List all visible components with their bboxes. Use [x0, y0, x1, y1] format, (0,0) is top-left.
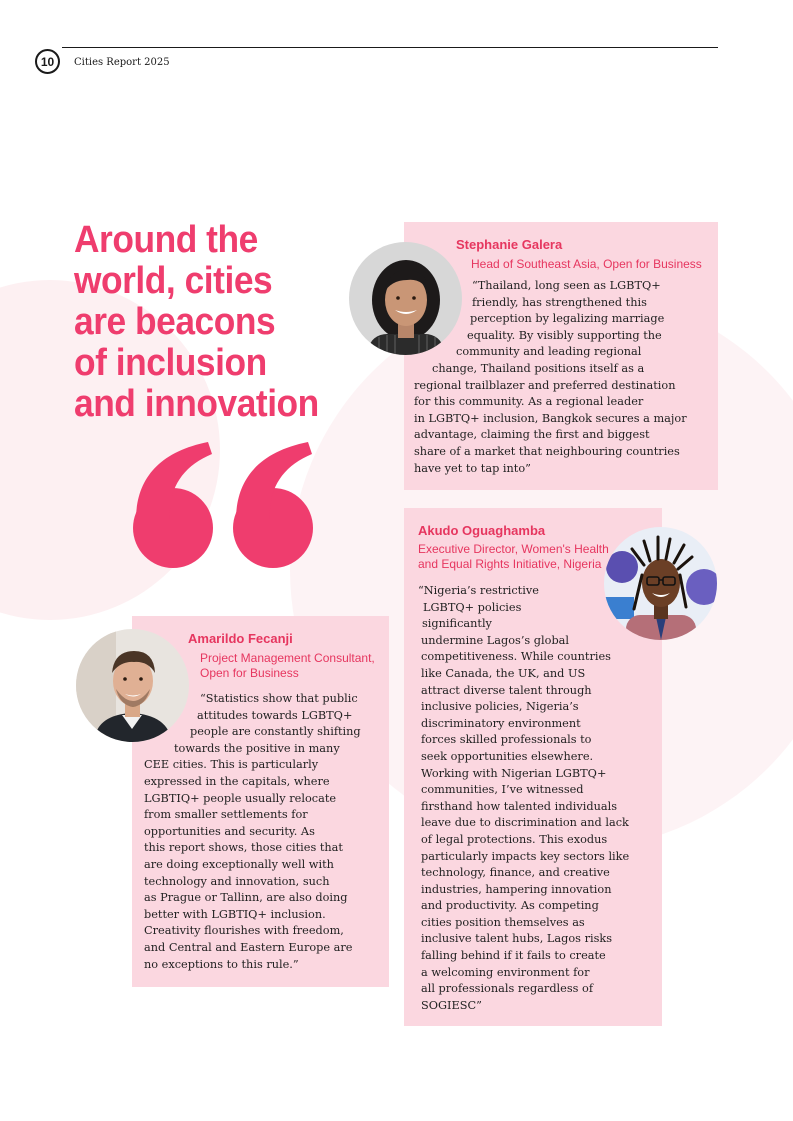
portrait-photo-icon	[76, 629, 189, 742]
quote-line: significantly	[422, 617, 492, 631]
quote-line: Working with Nigerian LGBTQ+	[421, 766, 607, 780]
quote-line: and Central and Eastern Europe are	[144, 940, 353, 954]
quote-line: attitudes towards LGBTQ+	[197, 708, 353, 722]
quote-line: in LGBTQ+ inclusion, Bangkok secures a major	[414, 411, 687, 425]
quote-line: towards the positive in many	[174, 741, 340, 755]
quote-line: friendly, has strengthened this	[472, 295, 647, 309]
quote-line: particularly impacts key sectors like	[421, 849, 630, 863]
portrait-photo-icon	[349, 242, 462, 355]
quote-line: seek opportunities elsewhere.	[421, 749, 594, 763]
quote-line: discriminatory environment	[421, 716, 581, 730]
speaker-role: Project Management Consultant,	[200, 651, 375, 665]
report-title: Cities Report 2025	[74, 57, 170, 68]
quote-line: from smaller settlements for	[144, 808, 308, 822]
headline-line: are beacons	[74, 301, 276, 343]
headline-line: world, cities	[74, 260, 273, 302]
quote-line: are doing exceptionally well with	[144, 857, 334, 871]
page-headline	[74, 220, 319, 425]
quote-line: communities, I’ve witnessed	[421, 783, 584, 797]
avatar-amarildo	[76, 629, 189, 742]
header-rule	[62, 47, 718, 48]
quote-line: equality. By visibly supporting the	[467, 328, 662, 342]
portrait-photo-icon	[604, 527, 717, 640]
quote-line: undermine Lagos’s global	[421, 633, 570, 647]
quote-line: perception by legalizing marriage	[470, 312, 665, 326]
speaker-role: Executive Director, Women's Health	[418, 542, 609, 556]
quote-line: falling behind if it fails to create	[421, 949, 606, 963]
quote-line: as Prague or Tallinn, are also doing	[144, 891, 348, 905]
quote-line: community and leading regional	[456, 345, 642, 359]
quote-line: SOGIESC”	[421, 998, 482, 1012]
quote-line: like Canada, the UK, and US	[421, 666, 586, 680]
speaker-name: Amarildo Fecanji	[188, 631, 293, 646]
quote-line: of legal protections. This exodus	[421, 832, 608, 846]
quote-line: CEE cities. This is particularly	[144, 758, 319, 772]
quote-card-stephanie	[404, 222, 718, 490]
page-number-badge	[35, 49, 60, 74]
quote-line: share of a market that neighbouring countries	[414, 444, 680, 458]
page-number: 10	[40, 54, 55, 69]
quote-line: for this community. As a regional leader	[414, 395, 644, 409]
quote-line: “Thailand, long seen as LGBTQ+	[472, 279, 661, 292]
quote-line: Creativity flourishes with freedom,	[144, 924, 344, 938]
quote-line: regional trailblazer and preferred destination	[414, 378, 676, 392]
quote-line: and productivity. As competing	[421, 899, 599, 913]
quote-line: LGBTIQ+ people usually relocate	[144, 791, 337, 805]
quote-line: opportunities and security. As	[144, 824, 315, 838]
quote-line: better with LGBTIQ+ inclusion.	[144, 907, 326, 921]
headline-line: and innovation	[74, 383, 319, 425]
speaker-role: Open for Business	[200, 666, 299, 680]
quote-line: no exceptions to this rule.”	[144, 957, 299, 971]
quote-line: change, Thailand positions itself as a	[432, 361, 645, 375]
headline-line: of inclusion	[74, 342, 267, 384]
quote-line: have yet to tap into”	[414, 461, 531, 475]
headline-line: Around the	[74, 219, 258, 261]
quotation-mark-icon	[128, 440, 323, 570]
speaker-name: Akudo Oguaghamba	[418, 523, 546, 538]
quote-line: “Statistics show that public	[200, 692, 358, 705]
avatar-stephanie	[349, 242, 462, 355]
quote-line: leave due to discrimination and lack	[421, 816, 629, 830]
quote-line: this report shows, those cities that	[144, 841, 343, 855]
quote-line: firsthand how talented individuals	[421, 799, 617, 813]
quote-line: a welcoming environment for	[421, 965, 590, 979]
quote-line: forces skilled professionals to	[421, 733, 592, 747]
quote-line: “Nigeria’s restrictive	[418, 584, 539, 597]
quote-line: attract diverse talent through	[421, 683, 592, 697]
quote-line: cities position themselves as	[421, 915, 585, 929]
quote-line: inclusive policies, Nigeria’s	[421, 700, 579, 714]
quote-line: technology and innovation, such	[144, 874, 330, 888]
speaker-name: Stephanie Galera	[456, 237, 563, 252]
speaker-role: Head of Southeast Asia, Open for Business	[471, 257, 702, 271]
quote-line: expressed in the capitals, where	[144, 774, 330, 788]
avatar-akudo	[604, 527, 717, 640]
quote-line: LGBTQ+ policies	[423, 600, 522, 614]
quote-line: technology, finance, and creative	[421, 866, 610, 880]
speaker-role: and Equal Rights Initiative, Nigeria	[418, 557, 602, 571]
quote-line: advantage, claiming the first and biggest	[414, 428, 650, 442]
quote-line: competitiveness. While countries	[421, 650, 611, 664]
quote-line: inclusive talent hubs, Lagos risks	[421, 932, 613, 946]
quote-line: all professionals regardless of	[421, 982, 594, 996]
quote-line: industries, hampering innovation	[421, 882, 612, 896]
quote-line: people are constantly shifting	[190, 725, 361, 739]
